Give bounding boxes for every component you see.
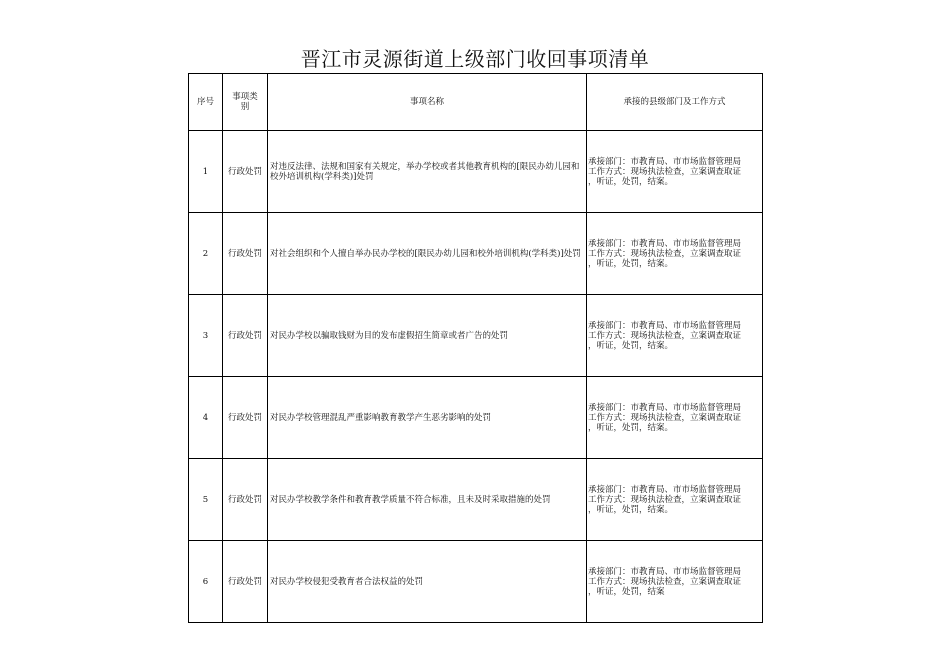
header-no: 序号	[189, 74, 223, 131]
table-row	[189, 131, 763, 213]
dept-line: 承接部门：市教育局、市市场监督管理局	[588, 566, 742, 577]
dept-line: ，听证，处罚，结案。	[588, 258, 674, 269]
header-category-line2: 别	[240, 102, 250, 112]
row-dept	[587, 377, 763, 459]
table-row	[189, 541, 763, 623]
dept-line: 工作方式：现场执法检查，立案调查取证	[588, 576, 742, 587]
dept-line: ，听证，处罚，结案	[588, 586, 665, 597]
row-dept	[587, 459, 763, 541]
row-category: 行政处罚	[223, 131, 268, 213]
header-category-line1: 事项类	[232, 92, 258, 102]
dept-line: 工作方式：现场执法检查，立案调查取证	[588, 166, 742, 177]
table-row	[189, 377, 763, 459]
items-table	[188, 73, 763, 623]
row-name: 对民办学校侵犯受教育者合法权益的处罚	[268, 541, 587, 623]
table-row	[189, 213, 763, 295]
row-no: 3	[189, 295, 223, 377]
header-name: 事项名称	[268, 74, 587, 131]
row-category: 行政处罚	[223, 541, 268, 623]
dept-line: ，听证，处罚，结案。	[588, 340, 674, 351]
dept-line: 承接部门：市教育局、市市场监督管理局	[588, 484, 742, 495]
header-category	[223, 74, 268, 131]
row-no: 2	[189, 213, 223, 295]
dept-line: ，听证，处罚，结案。	[588, 422, 674, 433]
dept-line: ，听证，处罚，结案。	[588, 504, 674, 515]
row-category: 行政处罚	[223, 459, 268, 541]
dept-line: 承接部门：市教育局、市市场监督管理局	[588, 238, 742, 249]
dept-line: 承接部门：市教育局、市市场监督管理局	[588, 320, 742, 331]
row-dept	[587, 131, 763, 213]
dept-line: 工作方式：现场执法检查，立案调查取证	[588, 248, 742, 259]
table-header-row	[189, 74, 763, 131]
table-row	[189, 295, 763, 377]
row-name: 对违反法律、法规和国家有关规定，举办学校或者其他教育机构的[限民办幼儿园和校外培训机构(学科类)]处罚	[268, 131, 587, 213]
row-category: 行政处罚	[223, 377, 268, 459]
row-name: 对民办学校以骗取钱财为目的发布虚假招生简章或者广告的处罚	[268, 295, 587, 377]
row-no: 5	[189, 459, 223, 541]
row-category: 行政处罚	[223, 295, 268, 377]
row-dept	[587, 213, 763, 295]
row-no: 6	[189, 541, 223, 623]
table-row	[189, 459, 763, 541]
dept-line: ，听证，处罚，结案。	[588, 176, 674, 187]
dept-line: 承接部门：市教育局、市市场监督管理局	[588, 402, 742, 413]
dept-line: 工作方式：现场执法检查，立案调查取证	[588, 494, 742, 505]
row-dept	[587, 295, 763, 377]
header-dept: 承接的县级部门及工作方式	[587, 74, 763, 131]
dept-line: 工作方式：现场执法检查，立案调查取证	[588, 412, 742, 423]
row-no: 4	[189, 377, 223, 459]
dept-line: 承接部门：市教育局、市市场监督管理局	[588, 156, 742, 167]
row-name: 对社会组织和个人擅自举办民办学校的[限民办幼儿园和校外培训机构(学科类)]处罚	[268, 213, 587, 295]
row-name: 对民办学校管理混乱严重影响教育教学产生恶劣影响的处罚	[268, 377, 587, 459]
row-name: 对民办学校教学条件和教育教学质量不符合标准，且未及时采取措施的处罚	[268, 459, 587, 541]
row-dept	[587, 541, 763, 623]
row-no: 1	[189, 131, 223, 213]
dept-line: 工作方式：现场执法检查，立案调查取证	[588, 330, 742, 341]
row-category: 行政处罚	[223, 213, 268, 295]
page-title: 晋江市灵源街道上级部门收回事项清单	[300, 47, 650, 71]
